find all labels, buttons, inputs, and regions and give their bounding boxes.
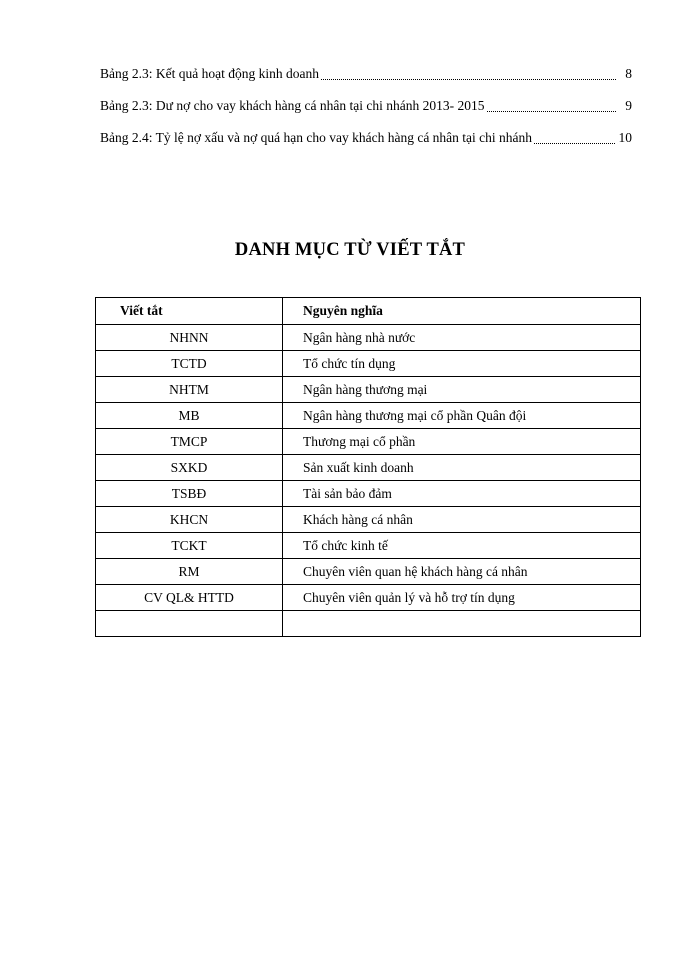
- table-row: [96, 507, 641, 533]
- meaning-cell: Ngân hàng thương mại: [283, 377, 641, 403]
- abbreviation-cell: SXKD: [96, 455, 283, 481]
- meaning-cell: Chuyên viên quản lý và hỗ trợ tín dụng: [283, 585, 641, 611]
- toc-leader-dots: [321, 79, 616, 80]
- meaning-cell: Khách hàng cá nhân: [283, 507, 641, 533]
- table-row: [96, 351, 641, 377]
- abbreviation-cell: TMCP: [96, 429, 283, 455]
- toc-entry[interactable]: [100, 92, 632, 124]
- abbreviation-cell: [96, 611, 283, 637]
- toc-entry-title: Bảng 2.3: Dư nợ cho vay khách hàng cá nhân tại chi nhánh 2013- 2015: [100, 98, 485, 113]
- toc-entry[interactable]: [100, 60, 632, 92]
- table-row: [96, 429, 641, 455]
- meaning-cell: Ngân hàng thương mại cổ phần Quân đội: [283, 403, 641, 429]
- abbreviations-table: [95, 297, 641, 637]
- toc-entry[interactable]: [100, 124, 632, 156]
- meaning-cell: Ngân hàng nhà nước: [283, 325, 641, 351]
- toc-entry-title: Bảng 2.4: Tỷ lệ nợ xấu và nợ quá hạn cho vay khách hàng cá nhân tại chi nhánh: [100, 130, 533, 145]
- page-title: DANH MỤC TỪ VIẾT TẮT: [234, 240, 466, 260]
- abbreviation-cell: MB: [96, 403, 283, 429]
- abbreviation-cell: NHNN: [96, 325, 283, 351]
- header-meaning: Nguyên nghĩa: [283, 298, 641, 325]
- table-row: [96, 403, 641, 429]
- meaning-cell: Tài sản bảo đảm: [283, 481, 641, 507]
- table-header-row: [96, 298, 641, 325]
- toc-entry-title: Bảng 2.3: Kết quả hoạt động kinh doanh: [100, 66, 319, 81]
- table-row: [96, 585, 641, 611]
- table-row: [96, 377, 641, 403]
- toc-entry-page: 10: [618, 130, 632, 145]
- meaning-cell: Tổ chức tín dụng: [283, 351, 641, 377]
- toc-entry-page: 8: [625, 66, 632, 81]
- toc-entry-page: 9: [625, 98, 632, 113]
- abbreviation-cell: TCTD: [96, 351, 283, 377]
- meaning-cell: [283, 611, 641, 637]
- abbreviation-cell: NHTM: [96, 377, 283, 403]
- table-row: [96, 533, 641, 559]
- table-row: [96, 481, 641, 507]
- abbreviation-cell: KHCN: [96, 507, 283, 533]
- table-row: [96, 611, 641, 637]
- abbreviation-cell: TCKT: [96, 533, 283, 559]
- header-abbreviation: Viết tắt: [96, 298, 283, 325]
- table-of-tables: [100, 60, 632, 156]
- abbreviation-cell: RM: [96, 559, 283, 585]
- meaning-cell: Thương mại cổ phần: [283, 429, 641, 455]
- table-row: [96, 559, 641, 585]
- meaning-cell: Chuyên viên quan hệ khách hàng cá nhân: [283, 559, 641, 585]
- table-row: [96, 455, 641, 481]
- meaning-cell: Sản xuất kinh doanh: [283, 455, 641, 481]
- abbreviation-cell: CV QL& HTTD: [96, 585, 283, 611]
- table-row: [96, 325, 641, 351]
- abbreviation-cell: TSBĐ: [96, 481, 283, 507]
- toc-leader-dots: [534, 143, 614, 144]
- meaning-cell: Tổ chức kinh tế: [283, 533, 641, 559]
- toc-leader-dots: [487, 111, 617, 112]
